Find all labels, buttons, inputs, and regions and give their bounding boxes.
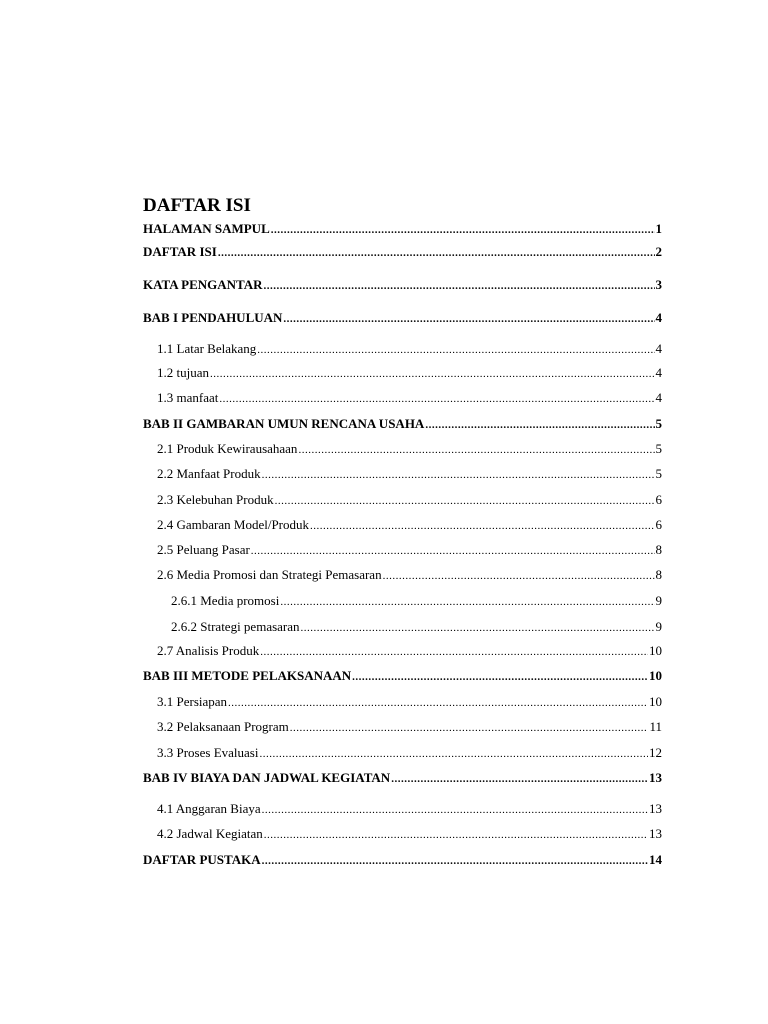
toc-entry-label: 3.2 Pelaksanaan Program <box>157 719 289 734</box>
toc-entry-label: 1.1 Latar Belakang <box>157 341 257 356</box>
toc-entry-label: BAB II GAMBARAN UMUN RENCANA USAHA <box>143 416 425 431</box>
toc-entry-label: 2.4 Gambaran Model/Produk <box>157 517 310 532</box>
toc-entry <box>143 668 662 685</box>
toc-entry-label: 4.1 Anggaran Biaya <box>157 801 261 816</box>
toc-entry <box>157 745 662 762</box>
toc-entry-label: 2.2 Manfaat Produk <box>157 466 261 481</box>
page-title: DAFTAR ISI <box>143 195 251 216</box>
toc-entry-label: DAFTAR ISI <box>143 244 217 259</box>
toc-entry-page: 3 <box>655 277 662 292</box>
toc-entry-label: 4.2 Jadwal Kegiatan <box>157 826 263 841</box>
toc-entry <box>143 416 662 433</box>
toc-entry-page: 4 <box>655 310 662 325</box>
toc-leader-dots <box>383 568 655 584</box>
toc-entry <box>157 801 662 818</box>
toc-leader-dots <box>310 518 654 534</box>
toc-entry-page: 13 <box>649 770 662 785</box>
toc-entry <box>143 244 662 261</box>
toc-entry-page: 8 <box>655 567 662 582</box>
toc-leader-dots <box>264 827 648 843</box>
toc-entry-page: 9 <box>655 619 662 634</box>
toc-entry <box>157 441 662 458</box>
toc-entry-page: 4 <box>655 341 662 356</box>
toc-entry-page: 11 <box>649 719 662 734</box>
toc-entry-page: 13 <box>649 826 662 841</box>
toc-entry-label: DAFTAR PUSTAKA <box>143 852 261 867</box>
toc-leader-dots <box>262 467 655 483</box>
toc-entry-page: 6 <box>655 492 662 507</box>
toc-leader-dots <box>391 771 648 787</box>
toc-entry-label: 1.2 tujuan <box>157 365 209 380</box>
toc-entry-label: KATA PENGANTAR <box>143 277 263 292</box>
toc-leader-dots <box>271 222 655 238</box>
toc-entry <box>157 542 662 559</box>
toc-leader-dots <box>257 342 654 358</box>
toc-entry-page: 2 <box>655 244 662 259</box>
toc-entry-page: 5 <box>655 466 662 481</box>
toc-entry <box>157 466 662 483</box>
toc-entry-label: 1.3 manfaat <box>157 390 219 405</box>
toc-entry <box>171 593 662 610</box>
toc-entry-page: 1 <box>655 221 662 236</box>
toc-entry-page: 5 <box>655 416 662 431</box>
toc-entry-page: 10 <box>649 694 662 709</box>
toc-leader-dots <box>218 245 655 261</box>
toc-entry-label: HALAMAN SAMPUL <box>143 221 270 236</box>
toc-leader-dots <box>259 746 648 762</box>
toc-leader-dots <box>298 442 654 458</box>
toc-entry-page: 8 <box>655 542 662 557</box>
toc-leader-dots <box>262 802 648 818</box>
toc-entry-page: 14 <box>649 852 662 867</box>
toc-entry-label: 2.1 Produk Kewirausahaan <box>157 441 298 456</box>
toc-entry-page: 9 <box>655 593 662 608</box>
toc-leader-dots <box>283 311 654 327</box>
toc-entry <box>157 365 662 382</box>
toc-entry-label: 2.5 Peluang Pasar <box>157 542 250 557</box>
toc-entry <box>143 277 662 294</box>
toc-entry <box>157 719 662 736</box>
toc-leader-dots <box>210 366 655 382</box>
toc-entry <box>157 517 662 534</box>
toc-leader-dots <box>275 493 655 509</box>
toc-entry-label: BAB III METODE PELAKSANAAN <box>143 668 352 683</box>
toc-leader-dots <box>425 417 654 433</box>
toc-leader-dots <box>260 644 648 660</box>
toc-entry <box>157 341 662 358</box>
toc-entry-page: 12 <box>649 745 662 760</box>
toc-leader-dots <box>251 543 655 559</box>
toc-entry-page: 4 <box>655 390 662 405</box>
toc-entry <box>157 492 662 509</box>
toc-entry <box>143 310 662 327</box>
toc-entry-label: 3.3 Proses Evaluasi <box>157 745 259 760</box>
toc-entry-label: 2.6 Media Promosi dan Strategi Pemasaran <box>157 567 382 582</box>
toc-entry-label: 2.6.1 Media promosi <box>171 593 280 608</box>
toc-leader-dots <box>290 720 649 736</box>
toc-entry-label: BAB IV BIAYA DAN JADWAL KEGIATAN <box>143 770 391 785</box>
toc-entry-label: 3.1 Persiapan <box>157 694 228 709</box>
toc-leader-dots <box>228 695 648 711</box>
toc-entry <box>157 826 662 843</box>
toc-leader-dots <box>219 391 654 407</box>
toc-entry-page: 10 <box>649 643 662 658</box>
toc-entry <box>157 567 662 584</box>
toc-entry-page: 4 <box>655 365 662 380</box>
toc-entry-label: BAB I PENDAHULUAN <box>143 310 283 325</box>
toc-entry-page: 13 <box>649 801 662 816</box>
toc-leader-dots <box>264 278 655 294</box>
toc-leader-dots <box>262 853 648 869</box>
toc-leader-dots <box>352 669 648 685</box>
toc-entry <box>143 221 662 238</box>
toc-entry <box>143 852 662 869</box>
toc-leader-dots <box>280 594 654 610</box>
toc-entry-page: 6 <box>655 517 662 532</box>
toc-entry <box>157 643 662 660</box>
toc-entry-label: 2.3 Kelebuhan Produk <box>157 492 274 507</box>
toc-entry-page: 5 <box>655 441 662 456</box>
toc-entry <box>143 770 662 787</box>
toc-entry <box>157 694 662 711</box>
toc-entry <box>157 390 662 407</box>
toc-entry-label: 2.6.2 Strategi pemasaran <box>171 619 300 634</box>
toc-entry-label: 2.7 Analisis Produk <box>157 643 260 658</box>
toc-entry <box>171 619 662 636</box>
toc-leader-dots <box>301 620 655 636</box>
toc-entry-page: 10 <box>649 668 662 683</box>
